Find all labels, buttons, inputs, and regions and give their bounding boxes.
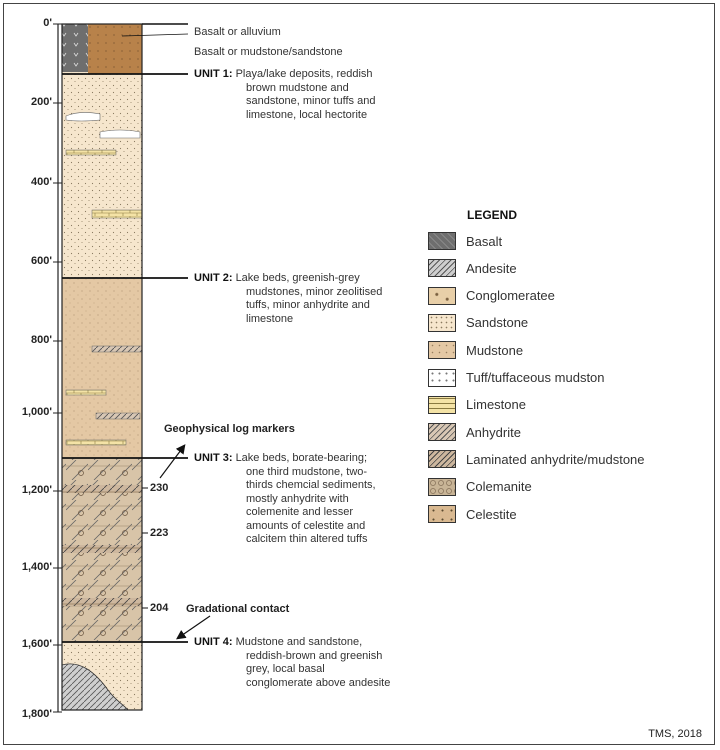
legend-label: Andesite [466, 260, 517, 276]
unit-2-description [194, 272, 424, 326]
log-marker-223: 223 [150, 527, 169, 539]
depth-label-200: 200' [31, 96, 52, 108]
depth-label-1800: 1,800' [21, 708, 52, 720]
laminated-swatch [428, 450, 456, 468]
legend-label: Sandstone [466, 315, 529, 331]
legend-item-andesite [428, 257, 517, 279]
legend-label: Tuff/tuffaceous mudston [466, 370, 605, 385]
unit-4-line-1: Mudstone and sandstone, [235, 636, 363, 648]
unit-3-line-3: thirds chemcial sediments, [246, 479, 376, 491]
note-basalt-alluvium: Basalt or alluvium [194, 26, 281, 38]
celestite-swatch [428, 505, 456, 523]
legend-item-conglomerate [428, 285, 555, 307]
unit-1-description [194, 68, 424, 122]
unit-2-line-3: tuffs, minor anhydrite and [246, 299, 370, 311]
note-basalt-mudstone: Basalt or mudstone/sandstone [194, 46, 343, 58]
unit-2-line-2: mudstones, minor zeolitised [246, 285, 383, 298]
unit-1-line-4: limestone, local hectorite [246, 108, 368, 121]
interbed-anhydrite-1 [92, 346, 142, 352]
legend-title: LEGEND [467, 208, 518, 222]
interbed-limestone-3 [66, 390, 106, 395]
unit-2-name: UNIT 2: [194, 272, 233, 284]
interbed-laminated-1 [62, 485, 142, 493]
legend-label: Conglomeratee [466, 288, 555, 304]
legend-item-sandstone [428, 312, 528, 334]
legend-label: Colemanite [466, 479, 532, 495]
unit-2-line-1: Lake beds, greenish-grey [235, 272, 360, 284]
mudstone-swatch [428, 341, 456, 359]
unit-3-line-2: one third mudstone, two- [246, 465, 368, 478]
unit-4-line-4: conglomerate above andesite [246, 676, 391, 689]
colemanite-swatch [428, 478, 456, 496]
legend-label: Celestite [466, 506, 517, 522]
unit-1-name: UNIT 1: [194, 68, 233, 80]
unit-3-line-6: amounts of celestite and [246, 519, 366, 532]
depth-label-1200: 1,200' [21, 484, 52, 496]
legend-item-laminated [428, 448, 645, 470]
arrow-gradational [178, 616, 210, 638]
limestone-swatch [428, 396, 456, 414]
legend-item-limestone [428, 394, 526, 416]
interbed-tuff-2 [100, 130, 140, 138]
legend-item-basalt [428, 230, 502, 252]
unit-1-line-2: brown mudstone and [246, 81, 349, 94]
unit-4-line-3: grey, local basal [246, 663, 325, 675]
sandstone-swatch [428, 314, 456, 332]
callout-gradational-contact: Gradational contact [186, 603, 290, 615]
depth-label-0: 0' [43, 17, 52, 29]
depth-label-400: 400' [31, 176, 52, 188]
callout-geophysical-markers: Geophysical log markers [164, 423, 295, 435]
depth-label-1400: 1,400' [21, 561, 52, 573]
interbed-laminated-2 [62, 545, 142, 553]
interbed-limestone-2 [92, 210, 142, 218]
unit-3-description [194, 452, 424, 547]
layer-basalt [62, 24, 88, 72]
layer-unit-1 [62, 74, 142, 278]
unit-1-line-3: sandstone, minor tuffs and [246, 95, 376, 107]
depth-label-600: 600' [31, 255, 52, 267]
legend-label: Anhydrite [466, 424, 521, 440]
unit-3-line-5: colemenite and lesser [246, 506, 354, 518]
legend-label: Mudstone [466, 342, 524, 358]
andesite-swatch [428, 259, 456, 277]
depth-label-800: 800' [31, 334, 52, 346]
conglomerate-swatch [428, 287, 456, 305]
basalt-swatch [428, 232, 456, 250]
layer-unit-2 [62, 278, 142, 458]
tuff-swatch [428, 369, 456, 387]
anhydrite-swatch [428, 423, 456, 441]
legend-item-colemanite [428, 476, 532, 498]
legend-label: Laminated anhydrite/mudstone [466, 451, 645, 467]
legend-item-mudstone [428, 339, 523, 361]
interbed-anhydrite-2 [96, 413, 140, 419]
legend-label: Limestone [466, 397, 526, 413]
log-marker-204: 204 [150, 602, 169, 614]
unit-2-line-4: limestone [246, 312, 294, 325]
legend-item-celestite [428, 503, 517, 525]
interbed-laminated-3 [62, 598, 142, 606]
unit-3-name: UNIT 3: [194, 452, 233, 464]
unit-3-line-1: Lake beds, borate-bearing; [235, 452, 368, 464]
unit-3-line-4: mostly anhydrite with [246, 492, 349, 505]
interbed-limestone-1 [66, 150, 116, 155]
credit-text: TMS, 2018 [648, 728, 702, 740]
depth-label-1600: 1,600' [21, 638, 52, 650]
interbed-limestone-4 [66, 440, 126, 445]
log-marker-230: 230 [150, 482, 169, 494]
unit-1-line-1: Playa/lake deposits, reddish [235, 68, 373, 80]
layer-reddish-mudstone [88, 24, 142, 74]
unit-4-description [194, 636, 424, 690]
unit-4-line-2: reddish-brown and greenish [246, 649, 383, 662]
arrow-geophysical [160, 446, 184, 478]
legend-item-anhydrite [428, 421, 521, 443]
unit-3-line-7: calcitem thin altered tuffs [246, 533, 368, 545]
legend-label: Basalt [466, 233, 503, 249]
unit-4-name: UNIT 4: [194, 636, 233, 648]
depth-label-1000: 1,000' [21, 406, 52, 418]
legend-item-tuff [428, 367, 605, 389]
